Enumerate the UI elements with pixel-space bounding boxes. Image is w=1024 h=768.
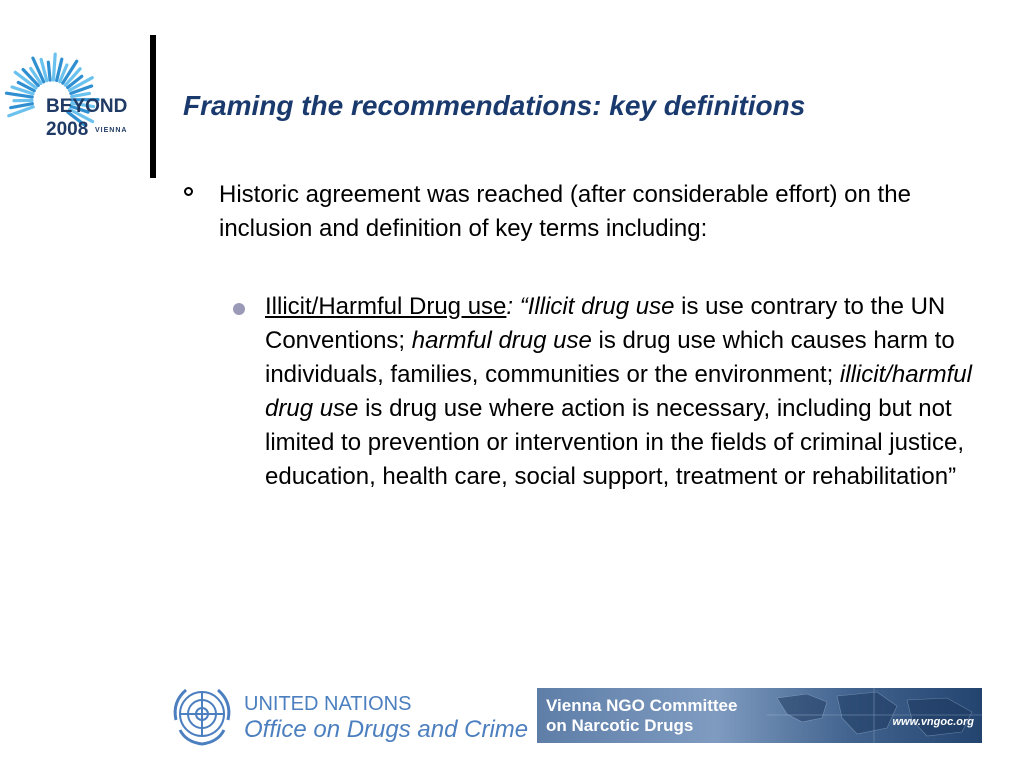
beyond-2008-logo <box>0 40 145 150</box>
banner-title-line2: on Narcotic Drugs <box>546 716 694 735</box>
bullet-level2-text <box>265 290 980 494</box>
definition-part2: is drug use which causes harm to individuals, families, communities or the environment; <box>265 327 955 388</box>
vngoc-banner <box>537 688 982 743</box>
title-divider <box>150 35 156 178</box>
bullet-level1 <box>184 178 984 246</box>
definition-term2: harmful drug use <box>411 327 592 354</box>
logo-word-vienna: VIENNA <box>95 127 128 134</box>
banner-title-line1: Vienna NGO Committee <box>546 696 738 715</box>
ring-bullet-icon <box>184 187 193 196</box>
definition-part3: is drug use where action is necessary, including but not limited to prevention or intervention in the fields of criminal justice, education, health care, social support, treatment or rehabilitation” <box>265 395 964 490</box>
banner-url: www.vngoc.org <box>892 716 974 728</box>
un-emblem-icon <box>166 680 236 750</box>
bullet-level1-text: Historic agreement was reached (after considerable effort) on the inclusion and definition of key terms including: <box>219 181 911 242</box>
dot-bullet-icon <box>233 303 245 315</box>
definition-quote-start: : “Illicit drug use <box>506 293 675 320</box>
logo-word-2008: 2008 <box>46 119 89 140</box>
definition-term: Illicit/Harmful Drug use <box>265 293 507 320</box>
slide-title: Framing the recommendations: key definitions <box>183 90 806 121</box>
definition-term3: illicit/harmful drug use <box>265 361 972 422</box>
bullet-level2 <box>233 290 993 494</box>
definition-part1: is use contrary to the UN Conventions; <box>265 293 946 354</box>
logo-word-beyond: BEYOND <box>46 96 128 117</box>
unodc-name-line2: Office on Drugs and Crime <box>244 716 529 743</box>
unodc-name-line1: UNITED NATIONS <box>244 693 412 715</box>
unodc-logo <box>166 680 529 750</box>
